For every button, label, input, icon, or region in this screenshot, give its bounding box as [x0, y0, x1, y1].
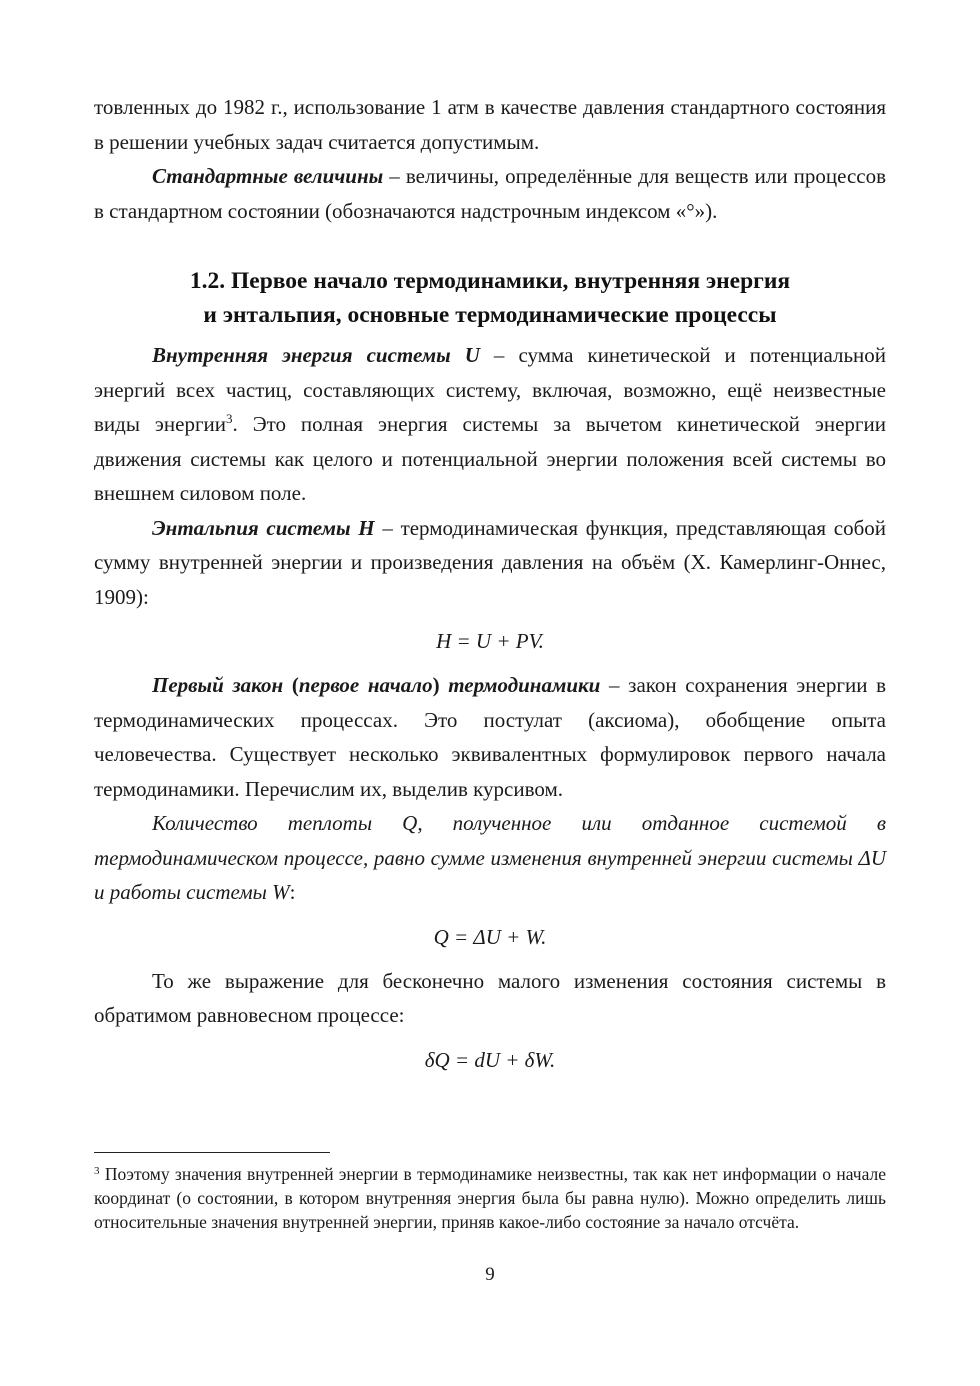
definition-internal-energy-a: – сумма кинетической и потенциальной энергий всех частиц, составляющих систему, включая, возможно, ещё неизвестные виды энергии [94, 343, 886, 436]
term-internal-energy: Внутренняя энергия системы U [152, 343, 480, 367]
definition-standard-values: – величины, определённые для веществ или процессов в стандартном состоянии (обозначаются надстрочным индексом «°»). [94, 164, 887, 223]
formula-first-law-expression: Q = ΔU + W. [433, 924, 547, 949]
paragraph-infinitesimal: То же выражение для бесконечно малого изменения состояния системы в обратимом равновесном процессе: [94, 968, 886, 1027]
term-enthalpy: Энтальпия системы H [152, 515, 375, 540]
footnote-marker: 3 [94, 1165, 100, 1177]
paragraph-internal-energy [94, 338, 886, 511]
section-heading-line-2: и энтальпия, основные термодинамические процессы [203, 302, 777, 328]
term-first-law-paren-close: ) [432, 673, 449, 697]
term-first-law: Первый закон [152, 673, 284, 697]
term-thermodynamics: термодинамики [448, 673, 601, 697]
formula-infinitesimal [94, 1043, 886, 1077]
footnote-reference: 3 [226, 411, 233, 426]
paragraph-first-law [94, 668, 886, 806]
formula-infinitesimal-expression: δQ = dU + δW. [424, 1047, 556, 1072]
definition-enthalpy: – термодинамическая функция, представляющая собой сумму внутренней энергии и произведения давления на объём (Х. Камерлинг-Оннес, 1909): [94, 515, 886, 609]
paragraph-formulation [94, 806, 886, 910]
page-number: 9 [485, 1264, 495, 1285]
formula-enthalpy [94, 624, 886, 658]
formula-enthalpy-expression: H = U + PV. [436, 629, 544, 653]
term-standard-values: Стандартные величины [152, 164, 384, 188]
section-heading-line-1: 1.2. Первое начало термодинамики, внутренняя энергия [189, 268, 791, 294]
formulation-tail: : [289, 880, 296, 904]
definition-internal-energy-b: . Это полная энергия системы за вычетом кинетической энергии движения системы как целого и потенциальной энергии положения всей системы во внешнем силовом поле. [94, 412, 886, 505]
formulation-italic: Количество теплоты Q, полученное или отданное системой в термодинамическом процессе, равно сумме изменения внутренней энергии системы ΔU и работы системы W [94, 811, 886, 904]
definition-first-law: – закон сохранения энергии в термодинамических процессах. Это постулат (аксиома), обобщение опыта человечества. Существует несколько эквивалентных формулировок первого начала термодинамики. Перечислим их, выделив курсивом. [94, 673, 887, 801]
footnote-text: Поэтому значения внутренней энергии в термодинамике неизвестны, так как нет информации о начале координат (о состоянии, в котором внутренняя энергия была бы равна нулю). Можно определить лишь относительные значения внутренней энергии, приняв какое-либо состояние за начало отсчёта. [94, 1164, 886, 1232]
term-first-law-paren-open: ( [283, 673, 299, 697]
footnote-separator [94, 1152, 330, 1153]
paragraph-enthalpy [94, 511, 886, 615]
term-first-principle: первое начало [298, 673, 433, 697]
section-heading [94, 264, 886, 332]
formula-first-law [94, 920, 886, 954]
paragraph-standard-values [94, 159, 886, 228]
paragraph-continuation: товленных до 1982 г., использование 1 атм в качестве давления стандартного состояния в решении учебных задач считается допустимым. [94, 95, 886, 154]
footnote [94, 1162, 886, 1234]
page-body [94, 90, 886, 1087]
